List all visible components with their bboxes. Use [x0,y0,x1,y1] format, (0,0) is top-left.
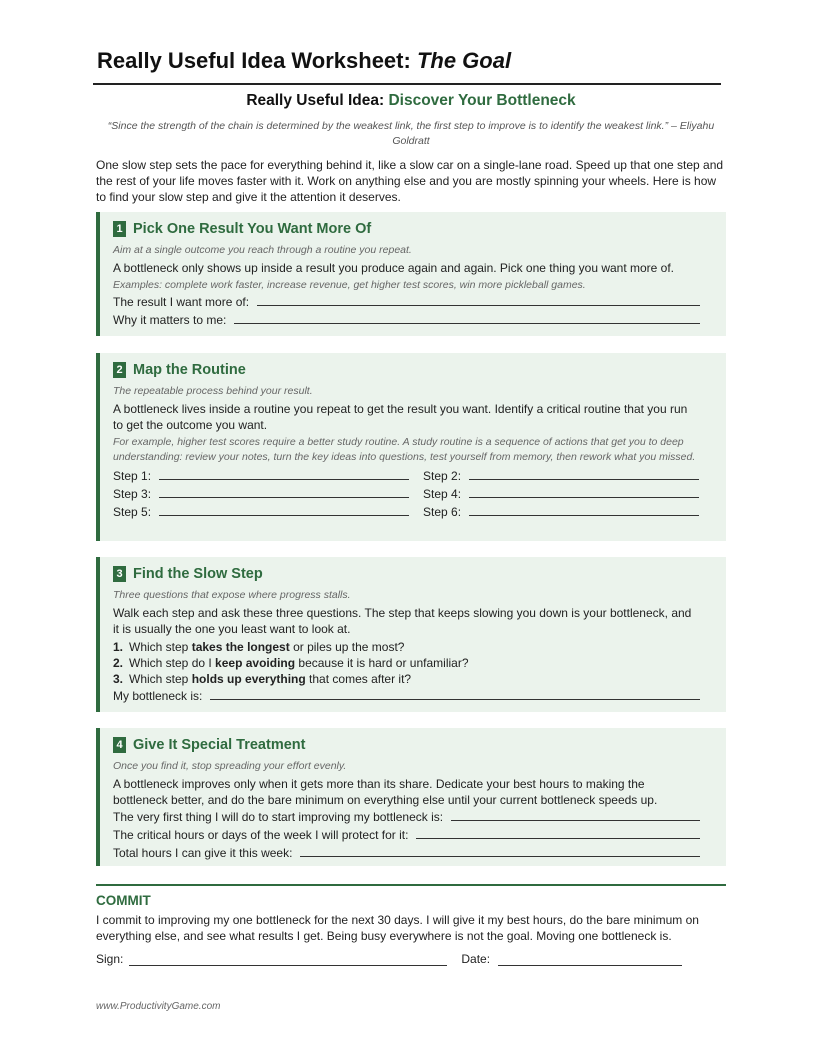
question-item: 2. Which step do I keep avoiding because it is hard or unfamiliar? [113,656,469,670]
question-item: 1. Which step takes the longest or piles up the most? [113,640,405,654]
section-example: For example, higher test scores require a better study routine. A study routine is a sequence of actions that get you to deep understanding: review your notes, turn the key ideas into questions, test yourself from memory, then rework what you missed. [113,436,696,463]
step-4-field[interactable] [423,485,699,503]
why-matters-field[interactable] [113,311,700,329]
write-in-line[interactable] [451,808,700,821]
section-body: A bottleneck improves only when it gets more than its share. Dedicate your best hours to making the bottleneck better, and do the bare minimum on everything else until your current bottleneck speeds up. [113,777,658,807]
section-subtitle: Three questions that expose where progress stalls. [113,589,351,601]
section-subtitle: The repeatable process behind your result. [113,385,313,397]
section-number-badge: 3 [113,566,126,582]
section-find-slow-step [96,557,726,712]
write-in-line[interactable] [300,844,700,857]
section-map-routine [96,353,726,541]
section-body: A bottleneck lives inside a routine you repeat to get the result you want. Identify a critical routine that you run to get the outcome you want. [113,402,688,432]
question-item: 3. Which step holds up everything that comes after it? [113,672,412,686]
write-in-line[interactable] [416,826,700,839]
my-bottleneck-field[interactable] [113,687,700,705]
signature-row [96,952,696,966]
title-divider [93,83,721,85]
footer-url: www.ProductivityGame.com [96,1001,221,1012]
step-5-field[interactable] [113,503,423,521]
field-label: Total hours I can give it this week: [113,846,293,860]
page-title-main: Really Useful Idea Worksheet: [97,48,417,73]
section-pick-result [96,212,726,336]
commit-divider [96,884,726,886]
result-field[interactable] [113,293,700,311]
sign-label: Sign: [96,952,124,966]
section-example: Examples: complete work faster, increase revenue, get higher test scores, win more pickleball games. [113,279,586,291]
field-label: Why it matters to me: [113,313,227,327]
field-label: The result I want more of: [113,295,250,309]
section-body: A bottleneck only shows up inside a result you produce again and again. Pick one thing you want more of. [113,261,675,275]
section-header [113,563,700,585]
signature-line[interactable] [129,952,447,966]
section-header [113,734,700,756]
first-action-field[interactable] [113,808,700,826]
field-label: Step 3: [113,487,152,501]
write-in-line[interactable] [159,503,409,516]
section-subtitle: Aim at a single outcome you reach through a routine you repeat. [113,244,412,256]
field-label: My bottleneck is: [113,689,203,703]
section-number-badge: 1 [113,221,126,237]
write-in-line[interactable] [469,467,699,480]
routine-steps-grid [113,467,700,521]
write-in-line[interactable] [257,293,700,306]
write-in-line[interactable] [210,687,700,700]
write-in-line[interactable] [159,485,409,498]
section-body: Walk each step and ask these three questions. The step that keeps slowing you down is your bottleneck, and it is usually the one you least want to look at. [113,606,692,636]
section-title: Find the Slow Step [133,566,263,582]
section-special-treatment [96,728,726,866]
total-hours-field[interactable] [113,844,700,862]
field-label: Step 4: [423,487,462,501]
section-subtitle: Once you find it, stop spreading your effort evenly. [113,760,347,772]
page-title [97,48,511,74]
field-label: The very first thing I will do to start improving my bottleneck is: [113,810,444,824]
write-in-line[interactable] [159,467,409,480]
commit-title: COMMIT [96,893,151,908]
write-in-line[interactable] [469,485,699,498]
idea-subtitle-prefix: Really Useful Idea: [246,92,389,109]
step-3-field[interactable] [113,485,423,503]
section-title: Pick One Result You Want More Of [133,221,372,237]
field-label: Step 6: [423,505,462,519]
section-title: Give It Special Treatment [133,737,306,753]
write-in-line[interactable] [469,503,699,516]
field-label: The critical hours or days of the week I will protect for it: [113,828,409,842]
section-header [113,218,700,240]
step-6-field[interactable] [423,503,699,521]
date-line[interactable] [498,952,682,966]
idea-subtitle [96,92,726,110]
field-label: Step 5: [113,505,152,519]
page-title-book: The Goal [416,48,512,73]
bottleneck-questions [113,639,700,687]
write-in-line[interactable] [234,311,700,324]
field-label: Step 2: [423,469,462,483]
intro-paragraph: One slow step sets the pace for everything behind it, like a slow car on a single-lane road. Speed up that one step and the rest of your life moves faster with it. Work on anything else and you are mostly spinning your wheels. Here is how to find your slow step and give it the attention it deserves. [96,158,724,204]
field-label: Step 1: [113,469,152,483]
section-number-badge: 2 [113,362,126,378]
step-2-field[interactable] [423,467,699,485]
idea-subtitle-accent: Discover Your Bottleneck [388,92,576,109]
section-title: Map the Routine [133,362,246,378]
commit-statement: I commit to improving my one bottleneck for the next 30 days. I will give it my best hours, do the bare minimum on everything else, and see what results I get. Being busy everywhere is not the goal. Moving one bottleneck is. [96,913,699,943]
protected-hours-field[interactable] [113,826,700,844]
section-header [113,359,700,381]
section-number-badge: 4 [113,737,126,753]
goldratt-quote: “Since the strength of the chain is determined by the weakest link, the first step to improve is to identify the weakest link.” – Eliyahu Goldratt [107,120,715,147]
date-label: Date: [461,952,491,966]
step-1-field[interactable] [113,467,423,485]
